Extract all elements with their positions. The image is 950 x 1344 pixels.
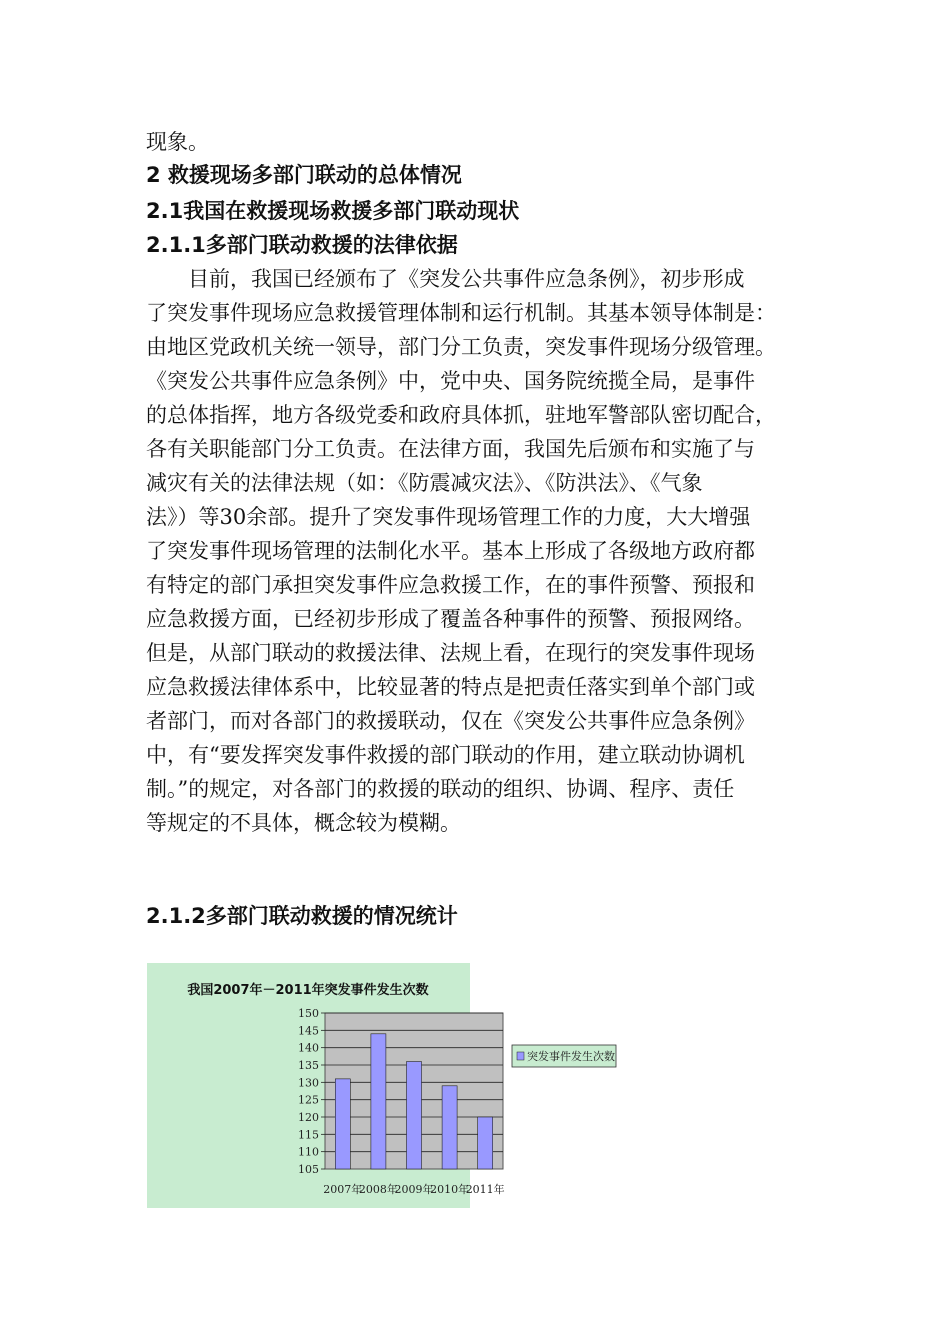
paragraph-line: 各有关职能部门分工负责。在法律方面，我国先后颁布和实施了与 (146, 437, 755, 461)
y-tick-label: 130 (298, 1076, 319, 1090)
x-tick-label: 2008年 (358, 1183, 398, 1196)
bar (371, 1034, 386, 1169)
incident-bar-chart (147, 963, 615, 1208)
y-tick-label: 105 (298, 1163, 319, 1176)
legend-label: 突发事件发生次数 (527, 1050, 615, 1063)
legend-swatch (517, 1052, 524, 1060)
heading-2-1-2: 2.1.2多部门联动救援的情况统计 (146, 904, 458, 928)
y-tick-label: 145 (298, 1024, 319, 1038)
chart-title: 我国2007年－2011年突发事件发生次数 (187, 983, 429, 998)
y-tick-label: 115 (298, 1128, 319, 1142)
bar (407, 1062, 422, 1169)
paragraph-line: 应急救援方面，已经初步形成了覆盖各种事件的预警、预报网络。 (146, 607, 755, 631)
y-tick-label: 110 (298, 1145, 319, 1159)
chart-canvas (147, 963, 615, 1208)
y-tick-label: 140 (298, 1041, 319, 1055)
paragraph-line: 减灾有关的法律法规（如：《防震减灾法》、《防洪法》、《气象 (146, 471, 703, 495)
paragraph-line: 中，有“要发挥突发事件救援的部门联动的作用，建立联动协调机 (146, 743, 745, 767)
paragraph-line: 应急救援法律体系中，比较显著的特点是把责任落实到单个部门或 (146, 675, 755, 699)
paragraph-line: 有特定的部门承担突发事件应急救援工作，在的事件预警、预报和 (146, 573, 755, 597)
paragraph-line: 但是，从部门联动的救援法律、法规上看，在现行的突发事件现场 (146, 641, 755, 665)
heading-2-1: 2.1我国在救援现场救援多部门联动现状 (146, 199, 520, 223)
paragraph-line: 了突发事件现场管理的法制化水平。基本上形成了各级地方政府都 (146, 539, 755, 563)
paragraph-line: 《突发公共事件应急条例》中，党中央、国务院统揽全局，是事件 (146, 369, 755, 393)
y-tick-label: 120 (298, 1111, 319, 1124)
bar (442, 1086, 457, 1169)
paragraph-line: 由地区党政机关统一领导，部门分工负责，突发事件现场分级管理。 (146, 335, 776, 359)
x-tick-label: 2010年 (430, 1183, 470, 1196)
body-paragraph (146, 262, 826, 840)
paragraph-line: 等规定的不具体，概念较为模糊。 (146, 811, 461, 835)
heading-2-1-1: 2.1.1多部门联动救援的法律依据 (146, 233, 458, 257)
bar (478, 1117, 493, 1169)
intro-line: 现象。 (146, 130, 209, 154)
paragraph-line: 制。”的规定，对各部门的救援的联动的组织、协调、程序、责任 (146, 777, 735, 801)
bar (335, 1079, 350, 1169)
y-tick-label: 125 (298, 1093, 319, 1107)
x-tick-label: 2007年 (323, 1183, 363, 1196)
x-tick-label: 2009年 (394, 1183, 434, 1196)
paragraph-line: 的总体指挥，地方各级党委和政府具体抓，驻地军警部队密切配合， (146, 403, 776, 427)
y-tick-label: 135 (298, 1059, 319, 1072)
paragraph-line: 目前，我国已经颁布了《突发公共事件应急条例》，初步形成 (146, 267, 745, 291)
paragraph-line: 了突发事件现场应急救援管理体制和运行机制。其基本领导体制是： (146, 301, 776, 325)
paragraph-line: 法》）等30余部。提升了突发事件现场管理工作的力度，大大增强 (146, 505, 751, 529)
y-tick-label: 150 (298, 1007, 319, 1020)
paragraph-line: 者部门，而对各部门的救援联动，仅在《突发公共事件应急条例》 (146, 709, 755, 733)
x-tick-label: 2011年 (465, 1183, 505, 1196)
heading-2: 2 救援现场多部门联动的总体情况 (146, 163, 462, 187)
